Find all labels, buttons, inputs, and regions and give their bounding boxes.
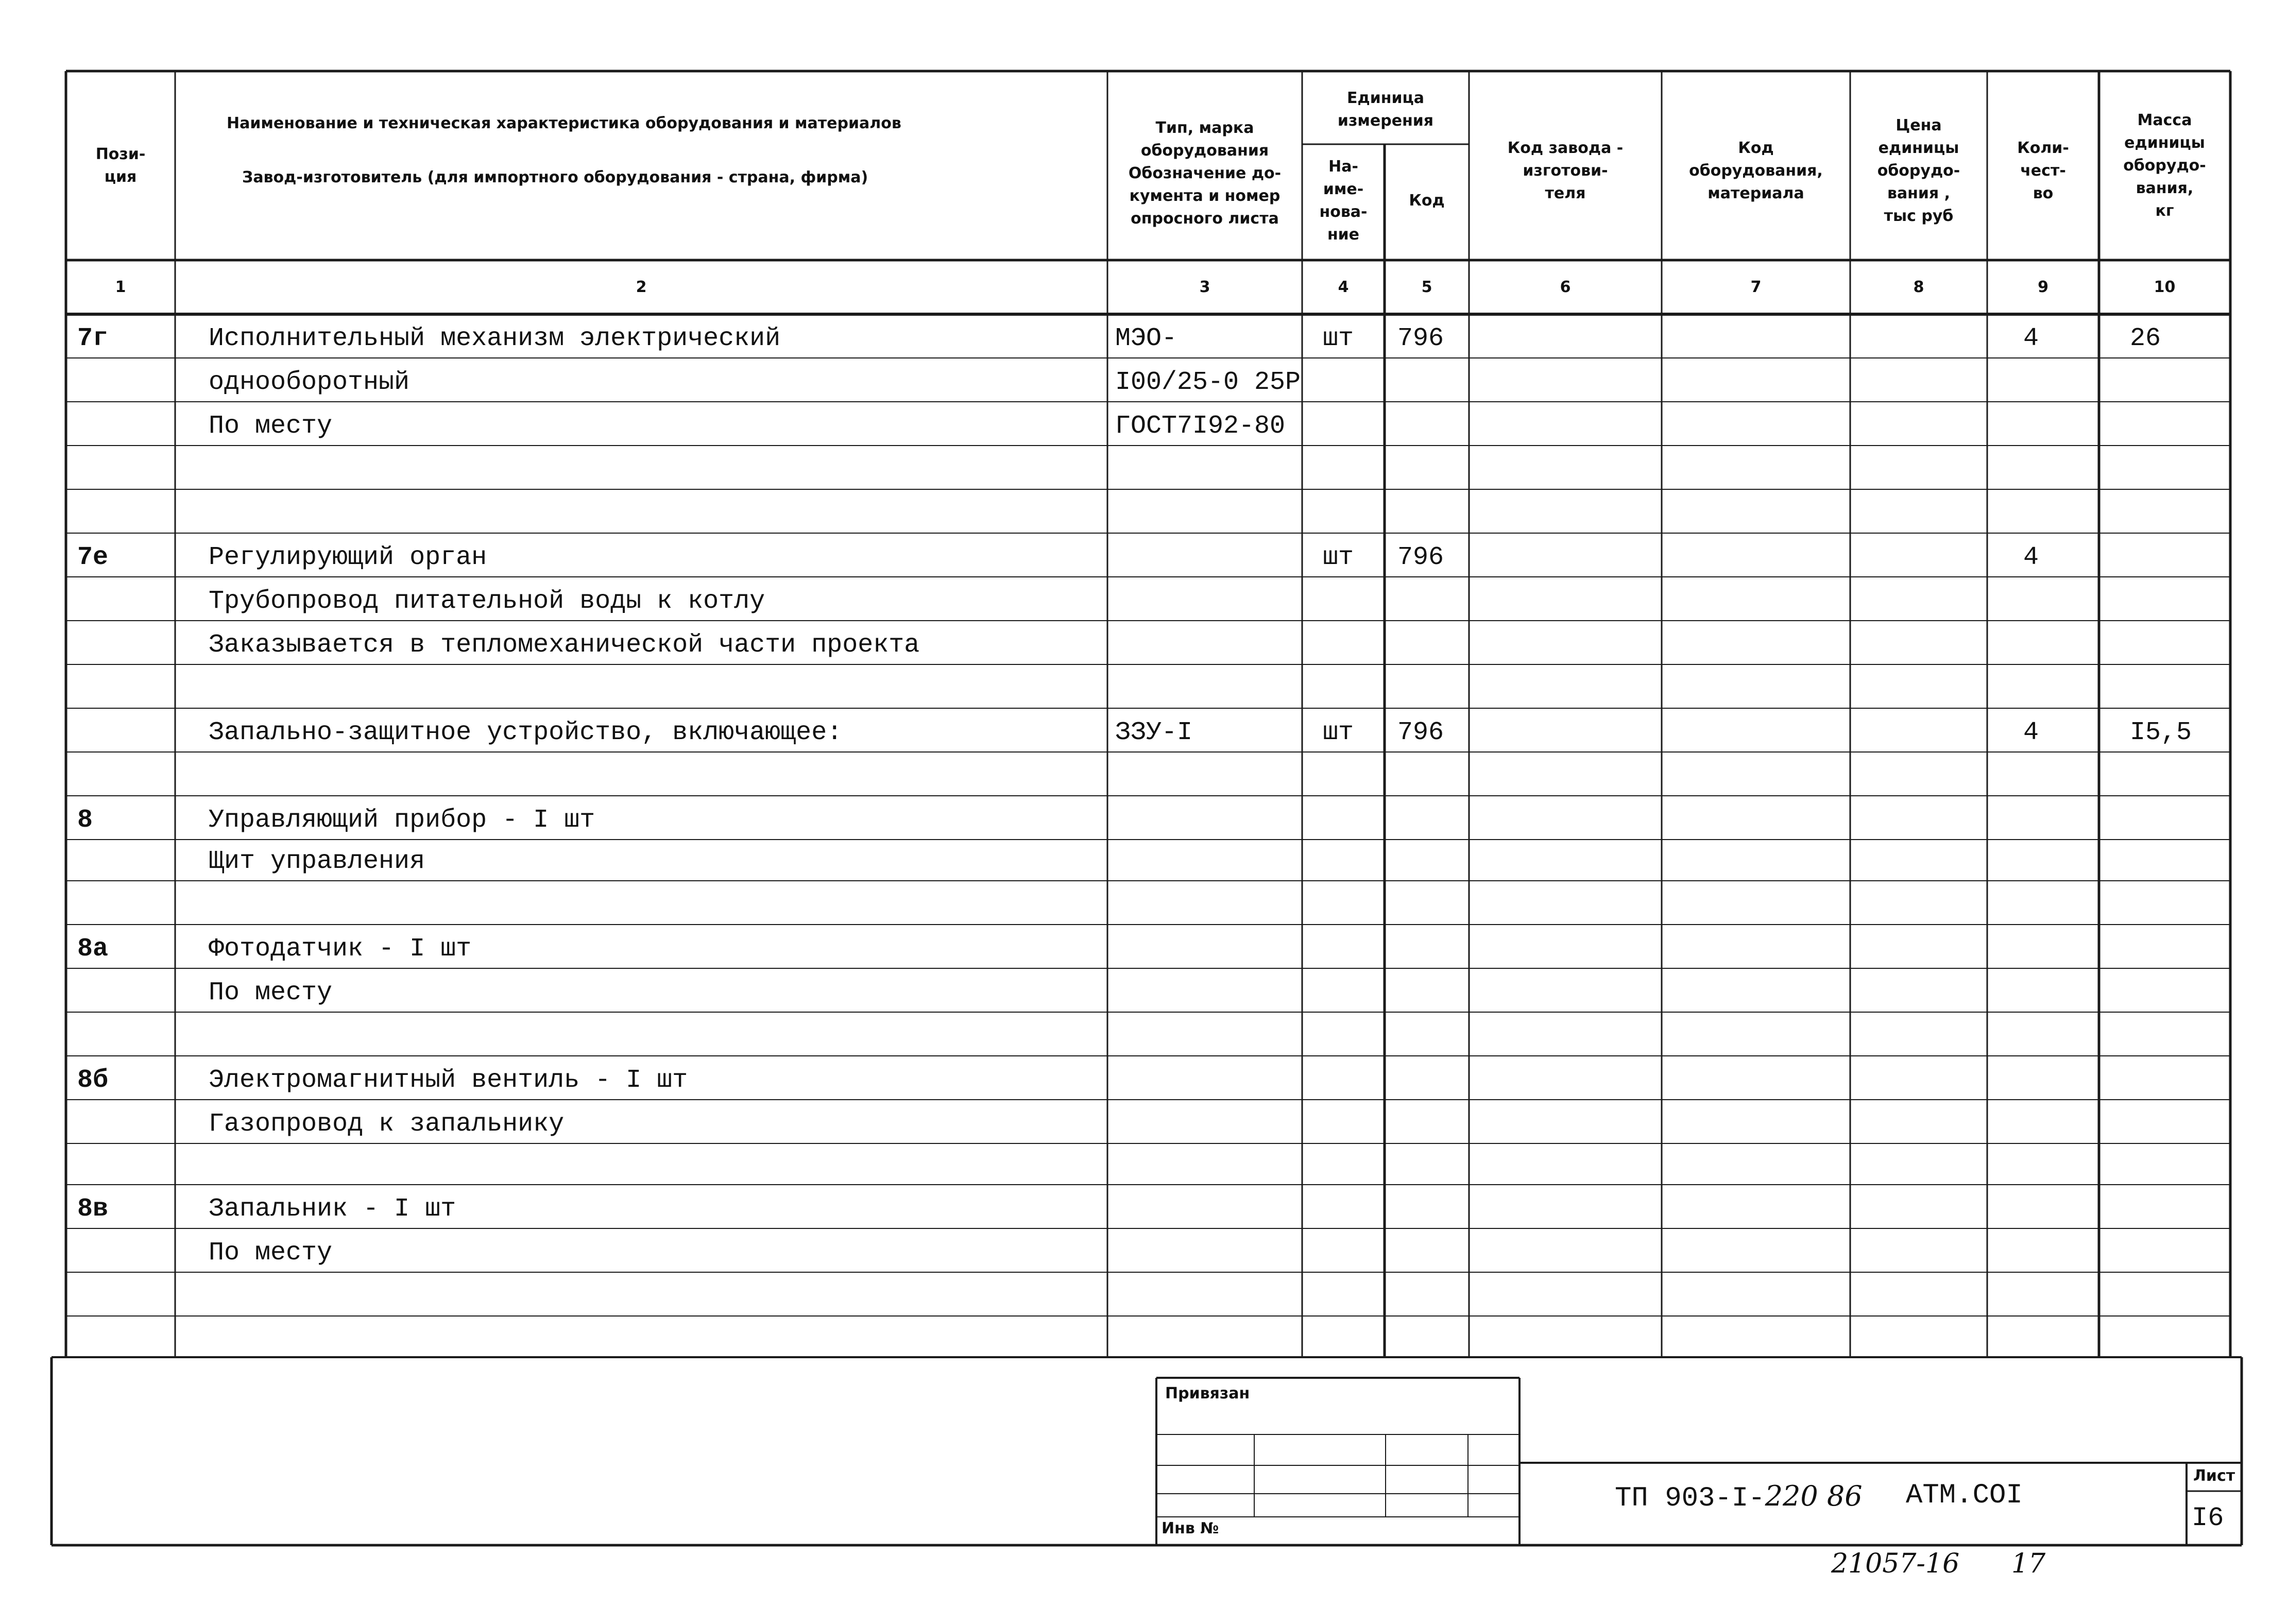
header-position: Пози- ция	[95, 145, 146, 186]
unit-cell: шт	[1323, 718, 1354, 747]
position-cell: 7е	[77, 543, 109, 572]
mass-cell: 26	[2130, 324, 2161, 353]
header-price: Цена единицы оборудо- вания , тыс руб	[1877, 116, 1960, 225]
quantity-cell: 4	[2023, 718, 2039, 747]
column-number: 3	[1199, 278, 1210, 296]
unit-cell: шт	[1323, 324, 1354, 353]
quantity-cell: 4	[2023, 543, 2039, 572]
column-number: 9	[2038, 278, 2048, 296]
privyazan-label: Привязан	[1165, 1384, 1250, 1403]
name-cell: По месту	[209, 412, 333, 441]
column-number: 8	[1913, 278, 1924, 296]
name-cell: Фотодатчик - I шт	[209, 934, 472, 964]
header-name-line1: Наименование и техническая характеристика оборудования и материалов	[227, 114, 901, 132]
position-cell: 8в	[77, 1194, 109, 1224]
mass-cell: I5,5	[2130, 718, 2192, 747]
doc-code-handwritten: 220 86	[1765, 1480, 1863, 1512]
header-unit-name: На- име- нова- ние	[1319, 158, 1368, 244]
handwritten-page: 17	[2011, 1548, 2046, 1579]
header-name-line2: Завод-изготовитель (для импортного оборудования - страна, фирма)	[242, 168, 868, 186]
unit-code-cell: 796	[1397, 543, 1444, 572]
header-unit-code: Код	[1409, 192, 1445, 210]
column-number: 4	[1338, 278, 1349, 296]
type-cell: I00/25-0 25Р	[1115, 368, 1301, 397]
name-cell: По месту	[209, 1238, 333, 1268]
unit-code-cell: 796	[1397, 718, 1444, 747]
name-cell: однооборотный	[209, 368, 410, 397]
name-cell: Запальник - I шт	[209, 1194, 456, 1224]
doc-code	[1615, 1480, 1863, 1514]
header-type: Тип, марка оборудования Обозначение до- кумента и номер опросного листа	[1128, 118, 1282, 228]
name-cell: По месту	[209, 978, 333, 1007]
name-cell: Регулирующий орган	[209, 543, 487, 572]
quantity-cell: 4	[2023, 324, 2039, 353]
column-number: 5	[1421, 278, 1432, 296]
name-cell: Газопровод к запальнику	[209, 1109, 565, 1139]
sheet-label: Лист	[2193, 1467, 2235, 1485]
unit-code-cell: 796	[1397, 324, 1444, 353]
position-cell: 8б	[77, 1066, 109, 1095]
type-cell: ЗЗУ-I	[1115, 718, 1193, 747]
column-number: 2	[636, 278, 647, 296]
handwritten-number: 21057-16	[1831, 1548, 1960, 1579]
doc-suffix: АТМ.СОI	[1906, 1480, 2023, 1511]
unit-cell: шт	[1323, 543, 1354, 572]
sheet-number: I6	[2192, 1503, 2224, 1533]
column-number: 6	[1560, 278, 1571, 296]
column-number: 10	[2154, 278, 2176, 296]
position-cell: 8а	[77, 934, 109, 964]
name-cell: Управляющий прибор - I шт	[209, 806, 595, 835]
position-cell: 7г	[77, 324, 109, 353]
header-mass: Масса единицы оборудо- вания, кг	[2123, 111, 2206, 220]
header-quantity: Коли- чест- во	[2017, 139, 2069, 202]
name-cell: Щит управления	[209, 847, 425, 876]
header-equipment-code: Код оборудования, материала	[1689, 139, 1823, 202]
name-cell: Электромагнитный вентиль - I шт	[209, 1066, 688, 1095]
name-cell: Заказывается в тепломеханической части проекта	[209, 630, 920, 660]
name-cell: Трубопровод питательной воды к котлу	[209, 587, 765, 616]
name-cell: Исполнительный механизм электрический	[209, 324, 781, 353]
name-cell: Запально-защитное устройство, включающее:	[209, 718, 843, 747]
header-unit-group: Единица измерения	[1337, 89, 1434, 130]
column-number: 1	[115, 278, 126, 296]
header-plant-code: Код завода - изготови- теля	[1507, 139, 1624, 202]
type-cell: МЭО-	[1115, 324, 1177, 353]
inv-number-label: Инв №	[1162, 1519, 1219, 1537]
column-number: 7	[1750, 278, 1762, 296]
type-cell: ГОСТ7I92-80	[1115, 412, 1286, 441]
position-cell: 8	[77, 806, 93, 835]
doc-code-prefix: ТП 903-I-	[1615, 1483, 1765, 1514]
